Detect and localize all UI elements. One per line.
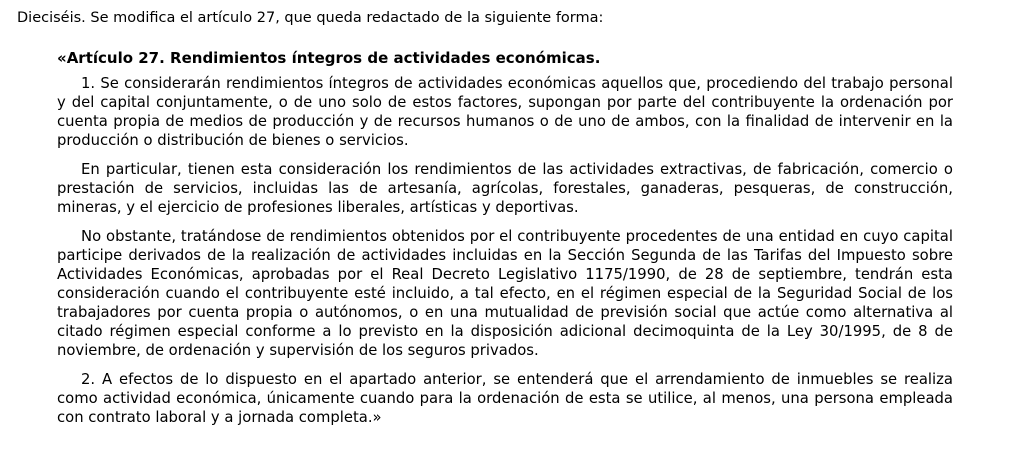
article-paragraph-1: 1. Se considerarán rendimientos íntegros de actividades económicas aquellos que, procediendo del trabajo personal y del capital conjuntamente, o de uno solo de estos factores, supongan por parte del contribuyente la ordenación por cuenta propia de medios de producción y de recursos humanos o de uno de ambos, con la finalidad de intervenir en la producción o distribución de bienes o servicios.: [57, 75, 953, 149]
intro-line: Dieciséis. Se modifica el artículo 27, que queda redactado de la siguiente forma:: [17, 10, 604, 26]
article-paragraph-3: No obstante, tratándose de rendimientos obtenidos por el contribuyente procedentes de una entidad en cuyo capital participe derivados de la realización de actividades incluidas en la Sección Segunda de las Tarifas del Impuesto sobre Actividades Económicas, aprobadas por el Real Decreto Legislativo 1175/1990, de 28 de septiembre, tendrán esta consideración cuando el contribuyente esté incluido, a tal efecto, en el régimen especial de la Seguridad Social de los trabajadores por cuenta propia o autónomos, o en una mutualidad de previsión social que actúe como alternativa al citado régimen especial conforme a lo previsto en la disposición adicional decimoquinta de la Ley 30/1995, de 8 de noviembre, de ordenación y supervisión de los seguros privados.: [57, 228, 953, 359]
article-paragraph-4: 2. A efectos de lo dispuesto en el apartado anterior, se entenderá que el arrendamiento de inmuebles se realiza como actividad económica, únicamente cuando para la ordenación de esta se utilice, al menos, una persona empleada con contrato laboral y a jornada completa.»: [57, 371, 953, 426]
article-block: [57, 47, 953, 437]
article-paragraph-2: En particular, tienen esta consideración los rendimientos de las actividades extractivas, de fabricación, comercio o prestación de servicios, incluidas las de artesanía, agrícolas, forestales, ganaderas, pesqueras, de construcción, mineras, y el ejercicio de profesiones liberales, artísticas y deportivas.: [57, 161, 953, 216]
article-heading: «Artículo 27. Rendimientos íntegros de actividades económicas.: [57, 49, 601, 67]
